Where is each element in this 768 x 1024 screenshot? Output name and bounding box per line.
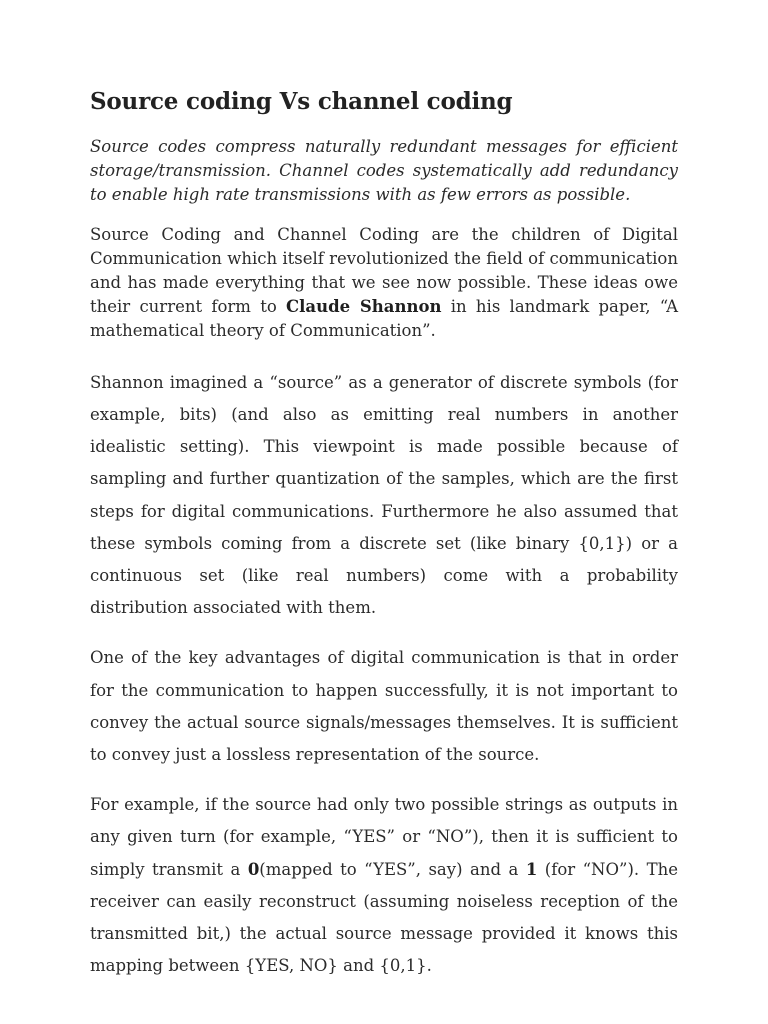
shannon-name: Claude Shannon — [286, 296, 442, 316]
article-title: Source coding Vs channel coding — [90, 88, 513, 115]
example-text-1: For example, if the source had only two possible strings as outputs in any given turn (for example, “YES” or “NO”), then it is sufficient to simply transmit a — [90, 795, 678, 879]
example-text-2: (mapped to “YES”, say) and a — [259, 859, 526, 879]
bit-one: 1 — [525, 859, 538, 879]
article-lead: Source codes compress naturally redundant messages for efficient storage/transmission. Channel codes systematically add redundancy to enable high rate transmissions with as few errors as possible. — [90, 136, 678, 204]
example-text-3: (for “NO”). The receiver can easily reconstruct (assuming noiseless reception of the transmitted bit,) the actual source message provided it knows this mapping between {YES, NO} and {0,1}. — [90, 859, 678, 976]
paragraph-advantages: One of the key advantages of digital communication is that in order for the communication to happen successfully, it is not important to convey the actual source signals/messages themselves. It is sufficient to convey just a lossless representation of the source. — [90, 648, 678, 764]
paragraph-intro-text-end: in his landmark paper, “A mathematical theory of Communication”. — [90, 296, 678, 340]
paragraph-intro — [90, 223, 678, 343]
paragraph-example — [90, 789, 678, 982]
paragraph-intro-text: Source Coding and Channel Coding are the children of Digital Communication which itself revolutionized the field of communication and has made everything that we see now possible. These ideas owe their current form to — [90, 224, 678, 316]
paragraph-source: Shannon imagined a “source” as a generator of discrete symbols (for example, bits) (and also as emitting real numbers in another idealistic setting). This viewpoint is made possible because of sampling and further quantization of the samples, which are the first steps for digital communications. Furthermore he also assumed that these symbols coming from a discrete set (like binary {0,1}) or a continuous set (like real numbers) come with a probability distribution associated with them. — [90, 372, 678, 618]
bit-zero: 0 — [247, 859, 260, 879]
article — [90, 88, 678, 1000]
